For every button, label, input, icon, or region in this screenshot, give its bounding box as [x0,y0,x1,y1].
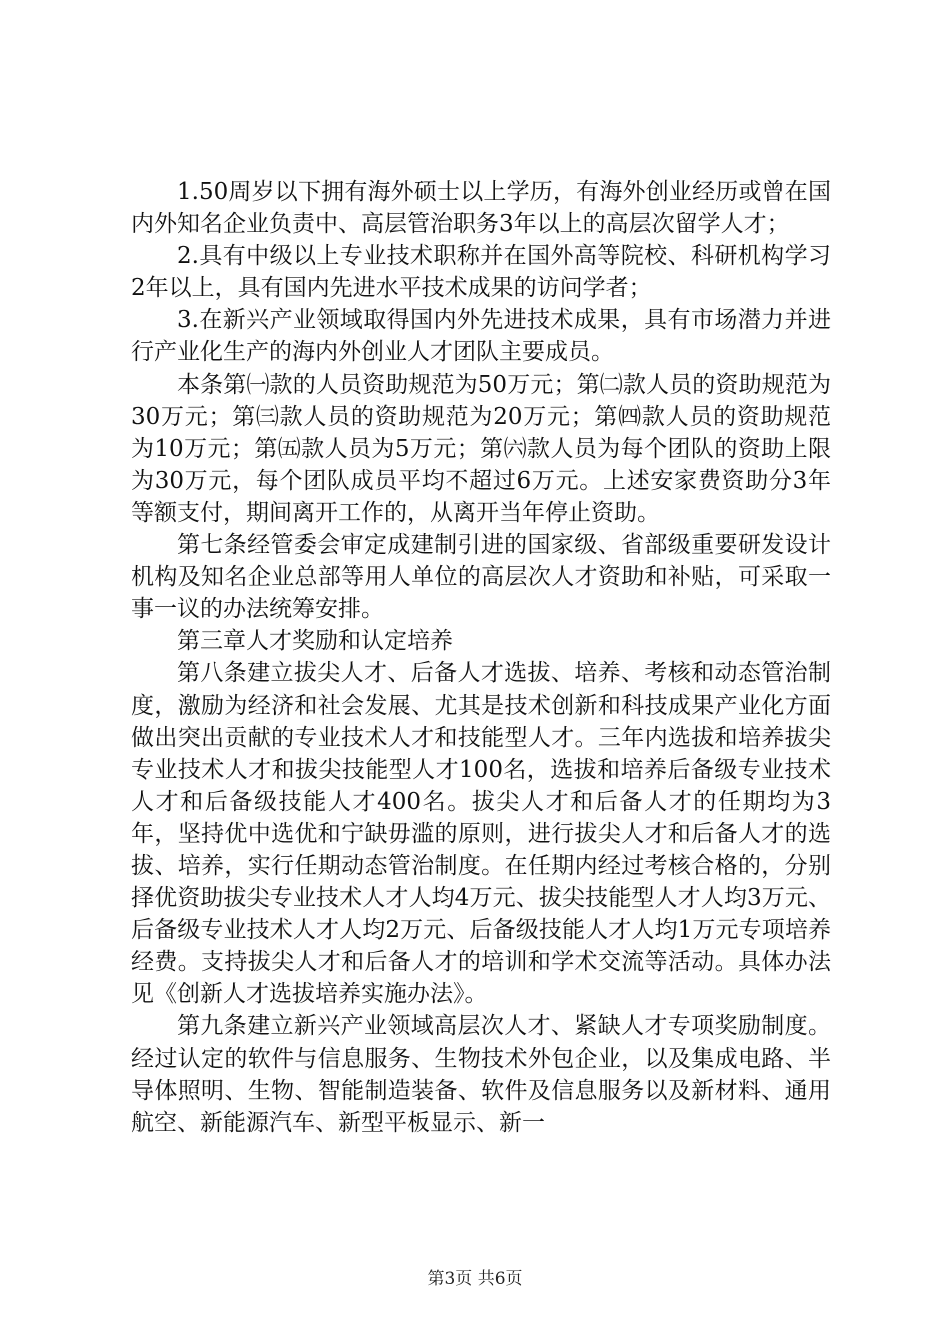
paragraph-article-7: 第七条经管委会审定成建制引进的国家级、省部级重要研发设计机构及知名企业总部等用人单位的高层次人才资助和补贴，可采取一事一议的办法统筹安排。 [131,532,831,623]
paragraph-item-1: 1.50周岁以下拥有海外硕士以上学历，有海外创业经历或曾在国内外知名企业负责中、高层管治职务3年以上的高层次留学人才； [131,179,831,238]
paragraph-item-3: 3.在新兴产业领域取得国内外先进技术成果，具有市场潜力并进行产业化生产的海内外创业人才团队主要成员。 [131,307,831,366]
page-number-footer: 第3页 共6页 [427,1269,523,1289]
chapter-heading: 第三章人才奖励和认定培养 [177,628,453,655]
document-body [131,176,831,1139]
paragraph-article-8: 第八条建立拔尖人才、后备人才选拔、培养、考核和动态管治制度，激励为经济和社会发展、尤其是技术创新和科技成果产业化方面做出突出贡献的专业技术人才和技能型人才。三年内选拔和培养拔尖专业技术人才和拔尖技能型人才100名，选拔和培养后备级专业技术人才和后备级技能人才400名。拔尖人才和后备人才的任期均为3年，坚持优中选优和宁缺毋滥的原则，进行拔尖人才和后备人才的选拔、培养，实行任期动态管治制度。在任期内经过考核合格的，分别择优资助拔尖专业技术人才人均4万元、拔尖技能型人才人均3万元、后备级专业技术人才人均2万元、后备级技能人才人均1万元专项培养经费。支持拔尖人才和后备人才的培训和学术交流等活动。具体办法见《创新人才选拔培养实施办法》。 [131,660,831,1008]
paragraph-item-2: 2.具有中级以上专业技术职称并在国外高等院校、科研机构学习2年以上，具有国内先进水平技术成果的访问学者； [131,243,831,302]
paragraph-funding-standards: 本条第㈠款的人员资助规范为50万元；第㈡款人员的资助规范为30万元；第㈢款人员的资助规范为20万元；第㈣款人员的资助规范为10万元；第㈤款人员为5万元；第㈥款人员为每个团队的资助上限为30万元，每个团队成员平均不超过6万元。上述安家费资助分3年等额支付，期间离开工作的，从离开当年停止资助。 [131,371,831,526]
paragraph-article-9: 第九条建立新兴产业领域高层次人才、紧缺人才专项奖励制度。经过认定的软件与信息服务、生物技术外包企业，以及集成电路、半导体照明、生物、智能制造装备、软件及信息服务以及新材料、通用航空、新能源汽车、新型平板显示、新一 [131,1013,831,1136]
